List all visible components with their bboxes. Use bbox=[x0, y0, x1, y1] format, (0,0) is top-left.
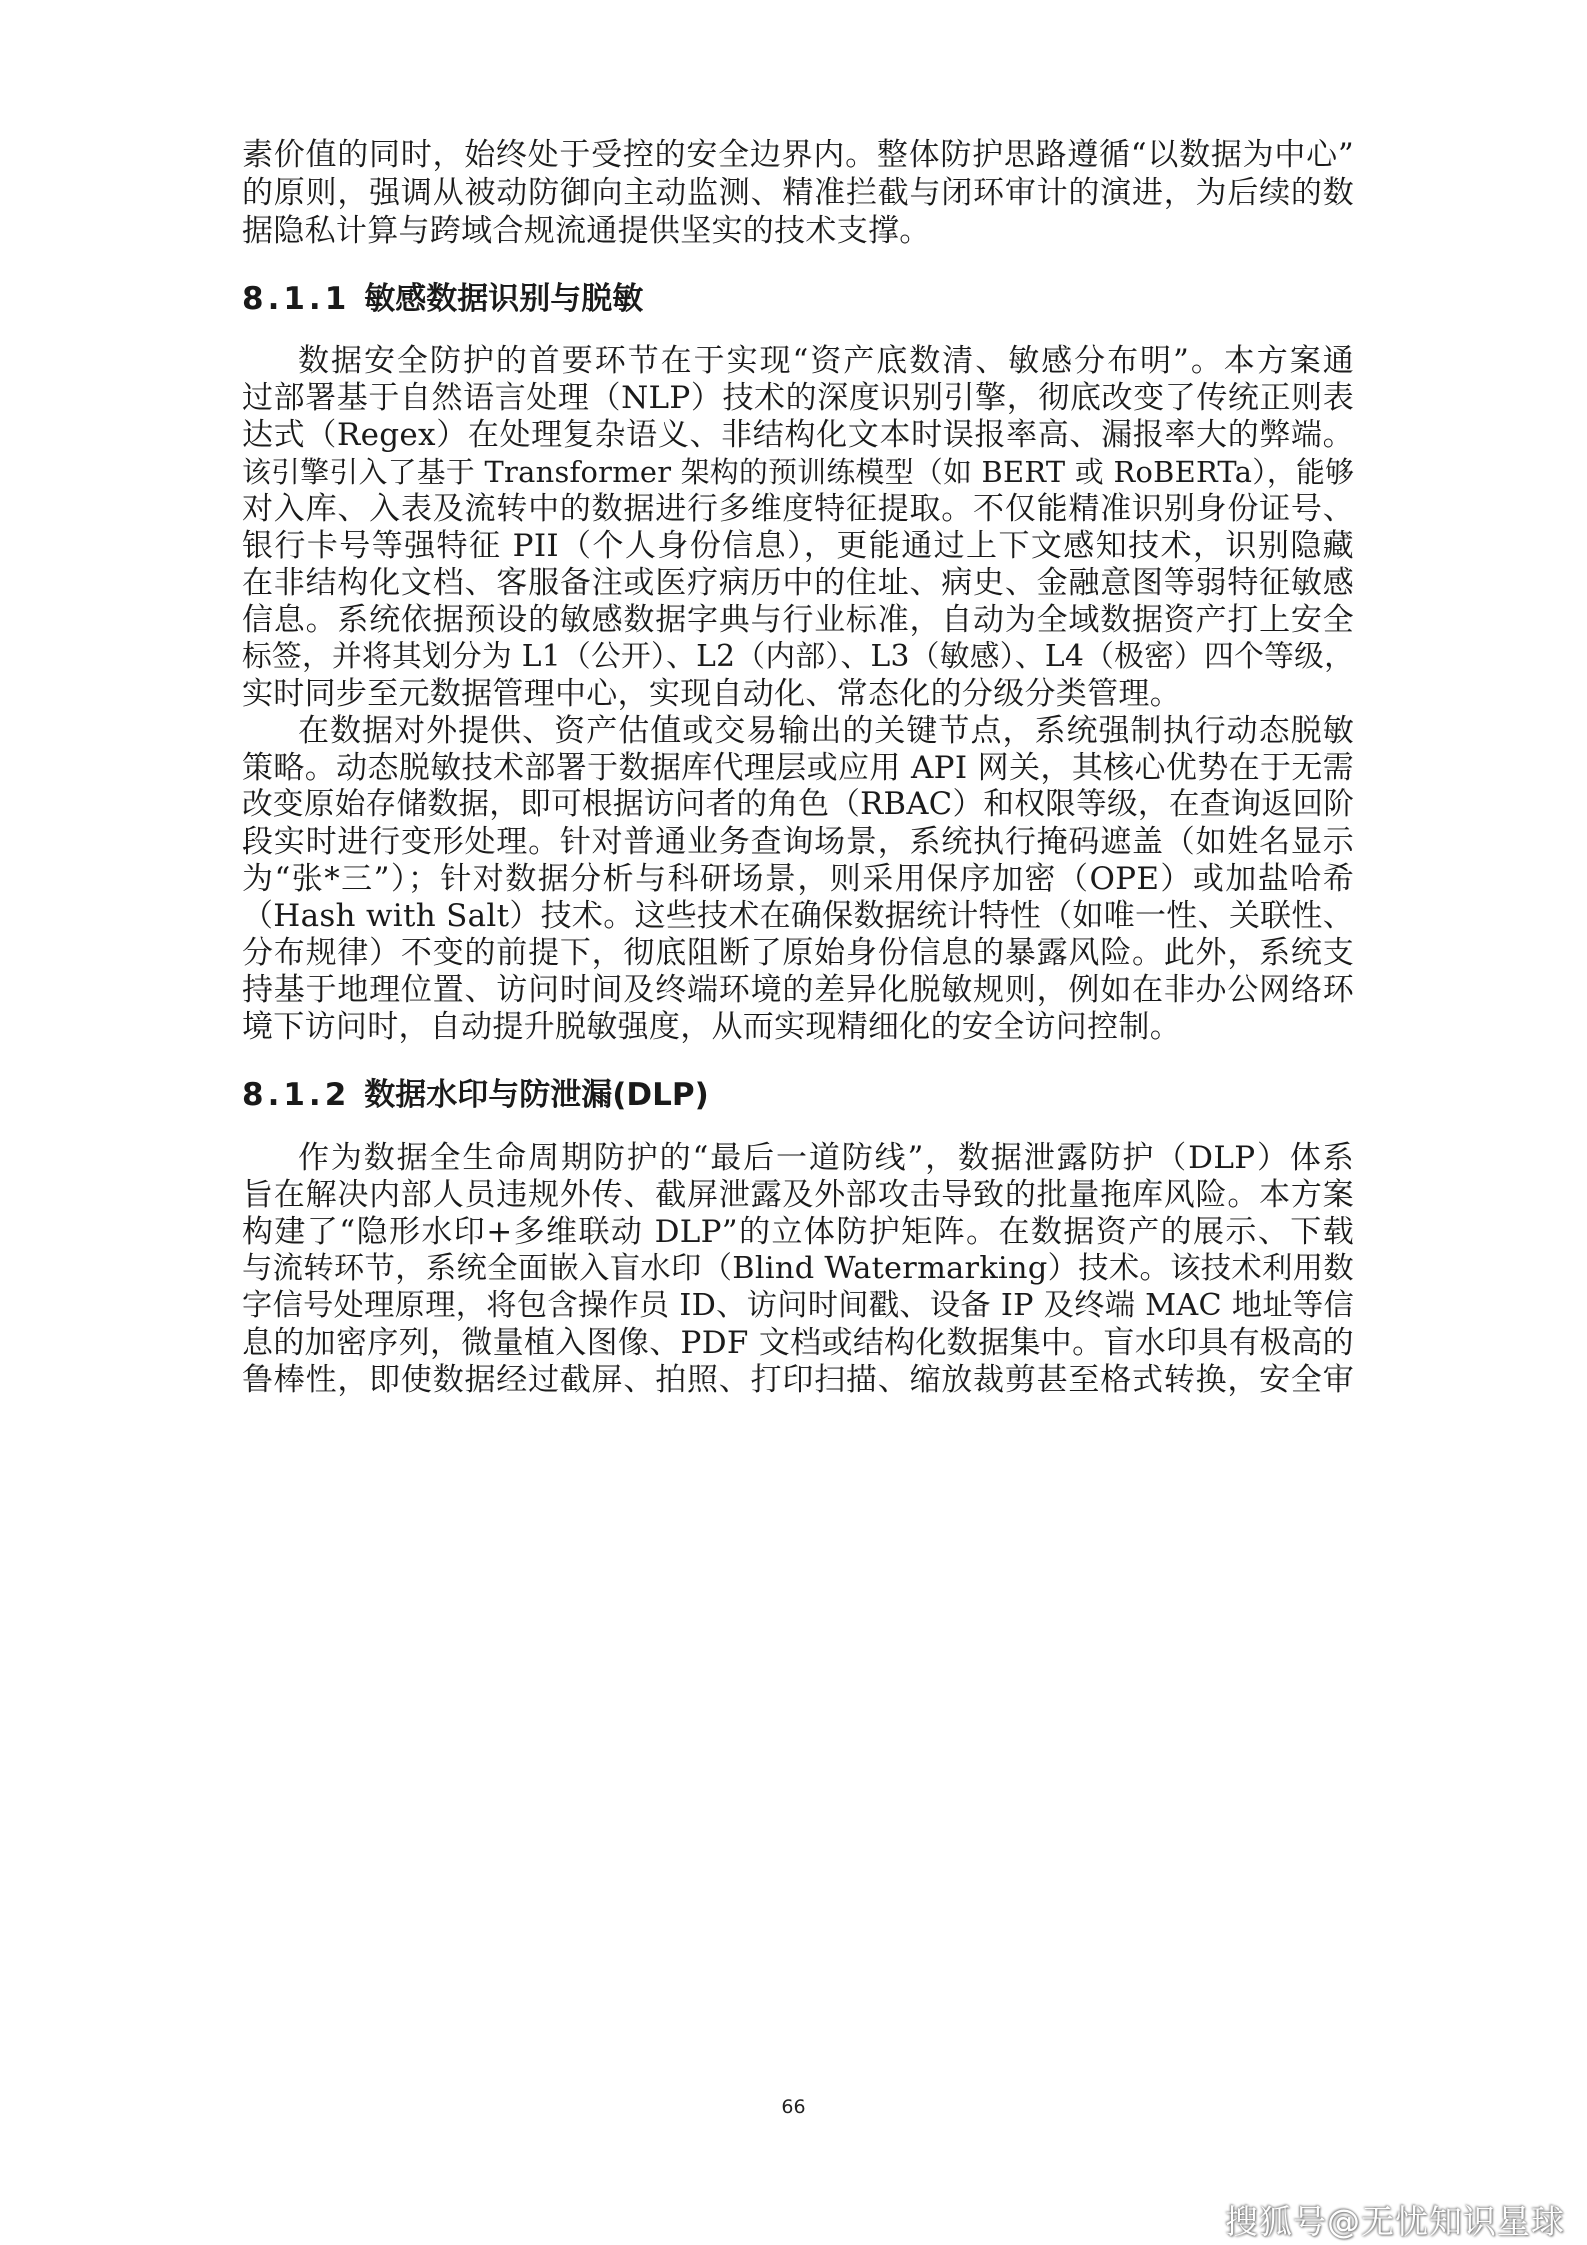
text-line: 段实时进行变形处理。针对普通业务查询场景，系统执行掩码遮盖（如姓名显示 bbox=[242, 824, 1354, 860]
page-number: 66 bbox=[781, 2096, 806, 2118]
text-line: 作为数据全生命周期防护的“最后一道防线”，数据泄露防护（DLP）体系 bbox=[298, 1140, 1354, 1176]
section-number: 8.1.1 bbox=[242, 281, 351, 317]
text-line: 与流转环节，系统全面嵌入盲水印（Blind Watermarking）技术。该技术利用数 bbox=[242, 1251, 1354, 1286]
section-heading-8-1-1 bbox=[242, 277, 643, 321]
text-line: 信息。系统依据预设的敏感数据字典与行业标准，自动为全域数据资产打上安全 bbox=[242, 602, 1354, 638]
text-line: 策略。动态脱敏技术部署于数据库代理层或应用 API 网关，其核心优势在于无需 bbox=[242, 750, 1354, 786]
text-line: 分布规律）不变的前提下，彻底阻断了原始身份信息的暴露风险。此外，系统支 bbox=[242, 935, 1354, 971]
text-line: 为“张*三”）；针对数据分析与科研场景，则采用保序加密（OPE）或加盐哈希 bbox=[242, 861, 1354, 897]
text-line: 达式（Regex）在处理复杂语义、非结构化文本时误报率高、漏报率大的弊端。 bbox=[242, 417, 1354, 453]
text-line: 旨在解决内部人员违规外传、截屏泄露及外部攻击导致的批量拖库风险。本方案 bbox=[242, 1177, 1354, 1213]
text-line: 在数据对外提供、资产估值或交易输出的关键节点，系统强制执行动态脱敏 bbox=[298, 713, 1354, 749]
text-line: 数据安全防护的首要环节在于实现“资产底数清、敏感分布明”。本方案通 bbox=[298, 343, 1354, 379]
text-line: 持基于地理位置、访问时间及终端环境的差异化脱敏规则，例如在非办公网络环 bbox=[242, 972, 1354, 1008]
text-line: 鲁棒性，即使数据经过截屏、拍照、打印扫描、缩放裁剪甚至格式转换，安全审 bbox=[242, 1362, 1354, 1398]
text-line: 据隐私计算与跨域合规流通提供坚实的技术支撑。 bbox=[242, 213, 931, 249]
section-title: 数据水印与防泄漏(DLP) bbox=[364, 1077, 709, 1113]
text-line: 在非结构化文档、客服备注或医疗病历中的住址、病史、金融意图等弱特征敏感 bbox=[242, 565, 1354, 601]
text-line: 实时同步至元数据管理中心，实现自动化、常态化的分级分类管理。 bbox=[242, 676, 1181, 712]
text-line: 过部署基于自然语言处理（NLP）技术的深度识别引擎，彻底改变了传统正则表 bbox=[242, 380, 1354, 416]
text-line: 改变原始存储数据，即可根据访问者的角色（RBAC）和权限等级，在查询返回阶 bbox=[242, 787, 1355, 822]
text-line: 境下访问时，自动提升脱敏强度，从而实现精细化的安全访问控制。 bbox=[242, 1009, 1181, 1045]
text-line: （Hash with Salt）技术。这些技术在确保数据统计特性（如唯一性、关联性、 bbox=[242, 898, 1354, 934]
text-line: 该引擎引入了基于 Transformer 架构的预训练模型（如 BERT 或 RoBERTa），能够 bbox=[242, 455, 1355, 489]
text-line: 息的加密序列，微量植入图像、PDF 文档或结构化数据集中。盲水印具有极高的 bbox=[242, 1325, 1354, 1361]
text-line: 素价值的同时，始终处于受控的安全边界内。整体防护思路遵循“以数据为中心” bbox=[242, 137, 1354, 173]
section-number: 8.1.2 bbox=[242, 1077, 351, 1113]
text-line: 对入库、入表及流转中的数据进行多维度特征提取。不仅能精准识别身份证号、 bbox=[242, 491, 1354, 527]
text-line: 标签，并将其划分为 L1（公开）、L2（内部）、L3（敏感）、L4（极密）四个等级， bbox=[242, 639, 1355, 674]
section-heading-8-1-2 bbox=[242, 1073, 709, 1117]
section-title: 敏感数据识别与脱敏 bbox=[364, 281, 644, 317]
text-line: 银行卡号等强特征 PII（个人身份信息），更能通过上下文感知技术，识别隐藏 bbox=[242, 528, 1354, 564]
text-line: 构建了“隐形水印+多维联动 DLP”的立体防护矩阵。在数据资产的展示、下载 bbox=[242, 1214, 1354, 1250]
source-watermark: 搜狐号@无忧知识星球 bbox=[1225, 2202, 1565, 2241]
text-line: 字信号处理原理，将包含操作员 ID、访问时间戳、设备 IP 及终端 MAC 地址等信 bbox=[242, 1288, 1354, 1323]
text-line: 的原则，强调从被动防御向主动监测、精准拦截与闭环审计的演进，为后续的数 bbox=[242, 175, 1354, 211]
